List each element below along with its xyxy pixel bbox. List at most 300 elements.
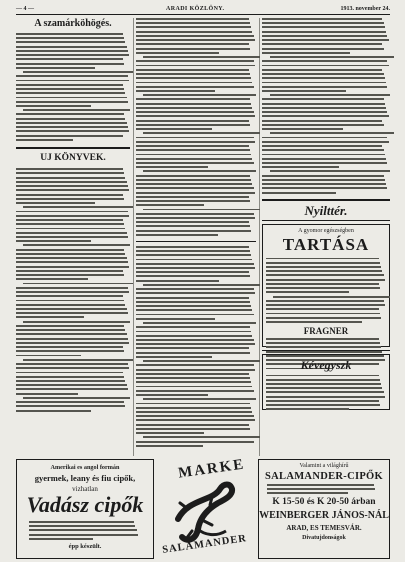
- text-line: [266, 396, 385, 398]
- text-line: [16, 388, 128, 390]
- weinberger-ad: [258, 459, 390, 559]
- text-line: [266, 304, 385, 306]
- text-line: [266, 346, 381, 348]
- text-line: [136, 192, 255, 194]
- text-line: [23, 321, 130, 323]
- text-line: [136, 82, 252, 84]
- text-line: [266, 308, 379, 310]
- text-line: [136, 364, 254, 366]
- text-line: [16, 97, 127, 99]
- text-line: [29, 538, 93, 540]
- text-line: [16, 80, 129, 82]
- text-line: [136, 43, 249, 45]
- text-line: [143, 132, 259, 134]
- text-line: [136, 187, 254, 189]
- text-line: [16, 105, 91, 107]
- text-line: [136, 259, 252, 261]
- text-line: [262, 31, 386, 33]
- text-line: [16, 405, 125, 407]
- text-line: [136, 179, 251, 181]
- divider: [262, 220, 390, 221]
- salamander-logo: [158, 456, 254, 559]
- text-line: [136, 230, 251, 232]
- text-line: [16, 194, 123, 196]
- text-line: [16, 46, 127, 48]
- text-line: [143, 284, 259, 286]
- article-body: [16, 168, 130, 411]
- text-line: [136, 103, 251, 105]
- text-line: [23, 206, 134, 208]
- text-line: [16, 113, 124, 115]
- text-line: [16, 84, 123, 86]
- text-line: [29, 525, 135, 527]
- text-line: [136, 275, 250, 277]
- text-line: [16, 342, 129, 344]
- text-line: [16, 219, 123, 221]
- text-line: [136, 128, 212, 130]
- text-line: [29, 521, 134, 523]
- text-line: [266, 317, 381, 319]
- text-line: [136, 111, 254, 113]
- text-line: [16, 181, 127, 183]
- text-line: [136, 347, 249, 349]
- text-line: [136, 267, 255, 269]
- divider: [136, 241, 256, 242]
- text-line: [136, 166, 208, 168]
- text-line: [136, 137, 254, 139]
- text-line: [262, 115, 389, 117]
- text-line: [262, 69, 382, 71]
- text-line: [16, 236, 128, 238]
- text-line: [136, 175, 250, 177]
- text-line: [143, 360, 259, 362]
- text-line: [16, 372, 123, 374]
- text-line: [16, 223, 124, 225]
- article-body: [262, 18, 390, 194]
- text-line: [16, 168, 123, 170]
- text-line: [266, 258, 379, 260]
- text-line: [262, 120, 382, 122]
- kevegyszk-ad: [262, 354, 390, 410]
- column-divider: [133, 18, 134, 456]
- ad-line: vizhatlan: [72, 485, 98, 493]
- text-line: [16, 266, 129, 268]
- text-line: [136, 154, 251, 156]
- text-line: [16, 304, 125, 306]
- text-line: [136, 318, 215, 320]
- text-line: [23, 109, 130, 111]
- text-line: [266, 262, 380, 264]
- text-line: [16, 312, 128, 314]
- text-line: [136, 254, 251, 256]
- text-line: [266, 291, 349, 293]
- text-line: [262, 187, 387, 189]
- text-line: [262, 26, 385, 28]
- text-line: [16, 376, 124, 378]
- text-line: [136, 419, 255, 421]
- text-line: [266, 279, 385, 281]
- text-line: [16, 135, 123, 137]
- text-line: [136, 339, 254, 341]
- text-line: [136, 390, 254, 392]
- text-line: [136, 77, 251, 79]
- text-line: [266, 387, 382, 389]
- text-line: [29, 534, 138, 536]
- text-line: [136, 217, 255, 219]
- text-line: [266, 404, 380, 406]
- text-line: [143, 322, 256, 324]
- text-line: [136, 441, 254, 443]
- text-line: [136, 411, 252, 413]
- text-line: [136, 200, 250, 202]
- text-line: [16, 308, 127, 310]
- text-line: [16, 346, 123, 348]
- text-line: [266, 342, 380, 344]
- text-line: [16, 130, 129, 132]
- text-line: [136, 22, 250, 24]
- text-line: [16, 363, 128, 365]
- text-line: [262, 60, 387, 62]
- tartasa-ad: [262, 224, 390, 347]
- text-line: [136, 445, 203, 447]
- text-line: [266, 274, 384, 276]
- text-line: [16, 249, 124, 251]
- page-number: — 4 —: [16, 6, 34, 12]
- text-line: [16, 316, 84, 318]
- text-line: [136, 120, 249, 122]
- text-line: [136, 204, 204, 206]
- text-line: [267, 484, 374, 486]
- text-line: [262, 103, 385, 105]
- text-line: [266, 338, 379, 340]
- text-line: [262, 52, 350, 54]
- text-line: [262, 124, 384, 126]
- text-line: [136, 18, 249, 20]
- text-line: [136, 60, 254, 62]
- text-line: [16, 41, 125, 43]
- text-line: [136, 377, 250, 379]
- text-line: [16, 410, 91, 412]
- text-line: [136, 124, 250, 126]
- text-line: [266, 408, 349, 410]
- text-line: [136, 115, 255, 117]
- text-line: [136, 162, 254, 164]
- text-line: [266, 266, 381, 268]
- text-line: [136, 381, 251, 383]
- text-line: [16, 58, 123, 60]
- article-body: [136, 18, 256, 236]
- article-body: [136, 246, 256, 447]
- text-line: [16, 329, 125, 331]
- text-line: [136, 271, 249, 273]
- nyiltter-heading: Nyilttér.: [304, 202, 348, 218]
- text-line: [16, 253, 125, 255]
- text-line: [16, 37, 124, 39]
- text-line: [16, 54, 129, 56]
- text-line: [136, 35, 254, 37]
- text-line: [136, 107, 252, 109]
- text-line: [262, 137, 387, 139]
- text-line: [262, 65, 389, 67]
- text-line: [262, 39, 389, 41]
- text-line: [262, 48, 384, 50]
- text-line: [273, 296, 389, 298]
- ad-big-text: SALAMANDER-CIPŐK: [265, 471, 383, 482]
- text-line: [16, 270, 123, 272]
- text-line: [262, 145, 382, 147]
- text-line: [16, 380, 125, 382]
- text-line: [23, 71, 134, 73]
- text-line: [16, 401, 124, 403]
- text-line: [136, 48, 250, 50]
- text-line: [262, 162, 387, 164]
- text-line: [23, 283, 134, 285]
- text-line: [16, 122, 127, 124]
- text-line: [143, 56, 259, 58]
- text-line: [16, 333, 127, 335]
- text-line: [16, 189, 129, 191]
- text-line: [16, 274, 124, 276]
- ad-line: Valamint a világhírű: [299, 463, 349, 469]
- text-line: [136, 221, 249, 223]
- ad-tagline: A gyomor egészségben: [298, 227, 354, 234]
- logo-text-bottom: SALAMANDER: [161, 533, 248, 556]
- masthead: ARADI KÖZLÖNY.: [166, 6, 225, 12]
- text-line: [262, 22, 384, 24]
- text-line: [262, 128, 343, 130]
- text-line: [136, 86, 254, 88]
- text-line: [143, 94, 256, 96]
- text-line: [29, 529, 137, 531]
- text-line: [270, 132, 394, 134]
- text-line: [143, 170, 256, 172]
- text-line: [16, 63, 124, 65]
- ad-sub: FRAGNER: [303, 325, 349, 336]
- text-line: [143, 209, 259, 211]
- text-line: [16, 75, 128, 77]
- text-line: [262, 158, 386, 160]
- text-line: [136, 369, 255, 371]
- text-line: [16, 384, 127, 386]
- text-line: [136, 26, 251, 28]
- text-line: [136, 403, 250, 405]
- text-line: [262, 111, 387, 113]
- text-line: [266, 270, 382, 272]
- text-line: [262, 73, 384, 75]
- text-line: [136, 39, 255, 41]
- text-line: [136, 428, 250, 430]
- text-line: [16, 198, 124, 200]
- text-line: [262, 183, 386, 185]
- divider: [16, 147, 130, 149]
- text-line: [262, 35, 387, 37]
- ad-prices: K 15-50 és K 20-50 árban: [272, 497, 376, 508]
- text-line: [16, 185, 128, 187]
- text-line: [262, 175, 384, 177]
- text-line: [16, 291, 129, 293]
- text-line: [136, 225, 250, 227]
- text-line: [266, 283, 379, 285]
- text-line: [143, 398, 256, 400]
- text-line: [262, 192, 336, 194]
- text-line: [267, 492, 348, 494]
- text-line: [136, 52, 219, 54]
- text-line: [136, 309, 252, 311]
- text-line: [136, 288, 254, 290]
- text-line: [266, 383, 381, 385]
- text-line: [262, 107, 386, 109]
- issue-date: 1913. november 24.: [340, 6, 390, 12]
- text-line: [262, 179, 385, 181]
- text-line: [136, 335, 252, 337]
- text-line: [16, 88, 124, 90]
- text-line: [136, 280, 219, 282]
- text-line: [16, 215, 129, 217]
- text-line: [262, 98, 384, 100]
- text-line: [266, 375, 379, 377]
- text-line: [136, 73, 250, 75]
- text-line: [16, 257, 127, 259]
- ad-note: épp készült.: [68, 542, 102, 550]
- text-line: [16, 240, 91, 242]
- text-line: [262, 166, 339, 168]
- text-line: [136, 407, 251, 409]
- text-line: [16, 177, 125, 179]
- text-line: [266, 379, 380, 381]
- text-line: [266, 287, 380, 289]
- text-line: [266, 355, 384, 357]
- text-line: [136, 343, 255, 345]
- text-line: [136, 246, 249, 248]
- text-line: [262, 82, 386, 84]
- text-line: [262, 18, 382, 20]
- text-line: [16, 287, 128, 289]
- text-line: [136, 415, 254, 417]
- text-line: [23, 397, 130, 399]
- text-line: [266, 300, 384, 302]
- logo-text-top: MARKE: [177, 456, 247, 482]
- text-line: [16, 118, 125, 120]
- text-line: [16, 228, 125, 230]
- divider: [262, 199, 390, 201]
- text-line: [136, 314, 254, 316]
- text-line: [16, 126, 128, 128]
- text-line: [266, 391, 384, 393]
- text-line: [270, 56, 394, 58]
- text-line: [136, 149, 250, 151]
- text-line: [16, 50, 128, 52]
- text-line: [16, 295, 123, 297]
- column-3: [262, 18, 390, 410]
- text-line: [136, 183, 252, 185]
- text-line: [23, 244, 130, 246]
- text-line: [136, 297, 249, 299]
- ad-city: ARAD, ES TEMESVÁR.: [286, 524, 362, 533]
- text-line: [16, 355, 81, 357]
- text-line: [16, 300, 124, 302]
- section-heading: UJ KÖNYVEK.: [40, 152, 106, 163]
- text-line: [16, 33, 123, 35]
- text-line: [136, 373, 249, 375]
- text-line: [16, 325, 124, 327]
- text-line: [136, 305, 251, 307]
- text-line: [136, 145, 249, 147]
- text-line: [136, 69, 249, 71]
- vadasz-cipok-ad: [16, 459, 154, 559]
- ad-line: Amerikai es angol formán: [50, 464, 120, 471]
- ad-big-text: WEINBERGER JÁNOS-NÁL: [259, 510, 389, 522]
- text-line: [16, 92, 125, 94]
- text-line: [270, 94, 390, 96]
- text-line: [136, 31, 252, 33]
- text-line: [16, 139, 73, 141]
- text-line: [136, 213, 254, 215]
- text-line: [136, 432, 204, 434]
- text-line: [136, 292, 255, 294]
- text-line: [266, 321, 362, 323]
- text-line: [23, 359, 134, 361]
- article-heading: A szamárköhögés.: [34, 18, 112, 29]
- text-line: [16, 338, 128, 340]
- ad-foot: Divatujdonságok: [302, 535, 346, 542]
- text-line: [136, 98, 250, 100]
- page-header: [16, 4, 390, 15]
- text-line: [16, 67, 95, 69]
- text-line: [136, 234, 218, 236]
- text-line: [16, 232, 127, 234]
- text-line: [262, 154, 385, 156]
- column-1: [16, 18, 130, 412]
- text-line: [262, 90, 346, 92]
- text-line: [262, 86, 387, 88]
- text-line: [136, 141, 255, 143]
- kevegyszk-title: Kévegyszk: [300, 357, 352, 372]
- text-line: [262, 77, 385, 79]
- text-line: [266, 313, 380, 315]
- text-line: [136, 326, 250, 328]
- text-line: [16, 101, 128, 103]
- text-line: [136, 424, 249, 426]
- text-line: [136, 196, 249, 198]
- text-line: [16, 211, 128, 213]
- text-line: [16, 202, 95, 204]
- text-line: [136, 356, 212, 358]
- text-line: [266, 400, 379, 402]
- ad-line: gyermek, leany és fiu cipők,: [34, 473, 136, 483]
- column-2: [136, 18, 256, 447]
- text-line: [267, 488, 375, 490]
- text-line: [136, 90, 215, 92]
- text-line: [16, 393, 78, 395]
- column-divider: [259, 18, 260, 456]
- text-line: [16, 261, 128, 263]
- text-line: [136, 352, 250, 354]
- text-line: [262, 141, 389, 143]
- text-line: [16, 278, 88, 280]
- text-line: [136, 250, 250, 252]
- text-line: [16, 350, 124, 352]
- text-line: [266, 351, 382, 353]
- text-line: [136, 394, 208, 396]
- text-line: [16, 172, 124, 174]
- text-line: [136, 331, 251, 333]
- ad-product: TARTÁSA: [282, 234, 370, 254]
- text-line: [270, 170, 390, 172]
- text-line: [262, 149, 384, 151]
- text-line: [16, 367, 129, 369]
- text-line: [143, 436, 259, 438]
- text-line: [136, 301, 250, 303]
